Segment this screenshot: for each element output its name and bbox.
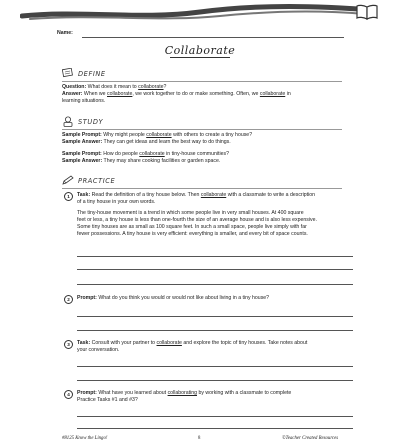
answer-line[interactable] <box>77 428 353 429</box>
footer-left: #8125 Know the Lingo! <box>62 436 108 441</box>
prompt-label: Sample Prompt: <box>62 151 102 157</box>
passage-line-2: feet or less, a tiny house is less than one-fourth the size of an average house and is also less expensive. <box>77 217 317 223</box>
task-text: with a classmate to write a description <box>227 192 316 198</box>
answer-text: , we work together to do or make something. Often, we <box>132 91 259 97</box>
answer-text: When we <box>83 91 106 97</box>
question-text: What does it mean to <box>87 84 137 90</box>
vocab-word: collaborate <box>259 91 286 97</box>
name-label: Name: <box>57 30 73 36</box>
define-answer <box>62 91 352 98</box>
define-answer-line2: learning situations. <box>62 98 106 104</box>
page-title: Collaborate <box>164 44 236 57</box>
vocab-word: collaborating <box>167 390 197 396</box>
answer-line[interactable] <box>77 269 353 270</box>
name-line[interactable] <box>82 37 344 38</box>
answer-label: Answer: <box>62 91 83 97</box>
question-label: Question: <box>62 84 87 90</box>
study-icon <box>62 116 74 127</box>
task-text: What have you learned about <box>98 390 167 396</box>
define-icon <box>62 68 74 78</box>
answer-text: They may share cooking facilities or garden space. <box>103 158 221 164</box>
page-number: 8 <box>198 436 201 441</box>
answer-line[interactable] <box>77 284 353 285</box>
task2-line1 <box>77 295 269 302</box>
answer-label: Sample Answer: <box>62 158 103 164</box>
define-heading: DEFINE <box>78 70 106 78</box>
pencil-icon <box>62 175 74 185</box>
vocab-word: collaborate <box>139 151 165 157</box>
task-number-3: 3 <box>64 340 73 349</box>
header-brush-stroke <box>20 2 380 24</box>
practice-divider <box>62 188 342 189</box>
study-answer-2 <box>62 158 220 165</box>
task-text: What do you think you would or would not like about living in a tiny house? <box>98 295 270 301</box>
answer-line[interactable] <box>77 416 353 417</box>
study-divider <box>62 129 342 130</box>
answer-label: Sample Answer: <box>62 139 103 145</box>
footer-right: ©Teacher Created Resources <box>282 436 339 441</box>
task-label: Task: <box>77 192 91 198</box>
answer-line[interactable] <box>77 256 353 257</box>
vocab-word: collaborate <box>200 192 227 198</box>
study-heading: STUDY <box>78 118 104 126</box>
answer-line[interactable] <box>77 316 353 317</box>
task-label: Prompt: <box>77 390 97 396</box>
question-mark: ? <box>163 84 167 90</box>
vocab-word: collaborate <box>146 132 172 138</box>
study-answer-1 <box>62 139 231 146</box>
answer-line[interactable] <box>77 330 353 331</box>
answer-line[interactable] <box>77 366 353 367</box>
vocab-word: collaborate <box>107 91 133 97</box>
task-number-1: 1 <box>64 192 73 201</box>
task3-line2: your conversation. <box>77 347 120 353</box>
answer-line[interactable] <box>77 380 353 381</box>
task-label: Task: <box>77 340 91 346</box>
open-book-icon <box>356 4 378 20</box>
prompt-text: How do people <box>103 151 138 157</box>
task-text: Consult with your partner to <box>91 340 156 346</box>
task1-line2: of a tiny house in your own words. <box>77 199 156 205</box>
answer-text: in <box>286 91 291 97</box>
practice-heading: PRACTICE <box>78 177 116 185</box>
vocab-word: collaborate <box>138 84 164 90</box>
prompt-text: in tiny-house communities? <box>166 151 229 157</box>
task3-line1 <box>77 340 367 347</box>
passage-line-1: The tiny-house movement is a trend in which some people live in very small houses. At 400 square <box>77 210 304 216</box>
task-number-4: 4 <box>64 390 73 399</box>
task-text: by working with a classmate to complete <box>198 390 292 396</box>
task-text: Read the definition of a tiny house below. Then <box>91 192 200 198</box>
vocab-word: collaborate <box>156 340 182 346</box>
define-divider <box>62 81 342 82</box>
task-label: Prompt: <box>77 295 97 301</box>
task-number-2: 2 <box>64 295 73 304</box>
prompt-label: Sample Prompt: <box>62 132 102 138</box>
task-text: and explore the topic of tiny houses. Take notes about <box>183 340 308 346</box>
passage-line-3: Some tiny houses are as small as 100 square feet. In such a small space, people live simply with far <box>77 224 307 230</box>
prompt-text: Why might people <box>103 132 145 138</box>
passage-line-4: fewer possessions. A tiny house is very efficient: everything is smaller, and every bit of space counts. <box>77 231 308 237</box>
task4-line2: Practice Tasks #1 and #3? <box>77 397 138 403</box>
title-underline <box>170 57 230 58</box>
prompt-text: with others to create a tiny house? <box>173 132 253 138</box>
answer-text: They can get ideas and learn the best way to do things. <box>103 139 231 145</box>
